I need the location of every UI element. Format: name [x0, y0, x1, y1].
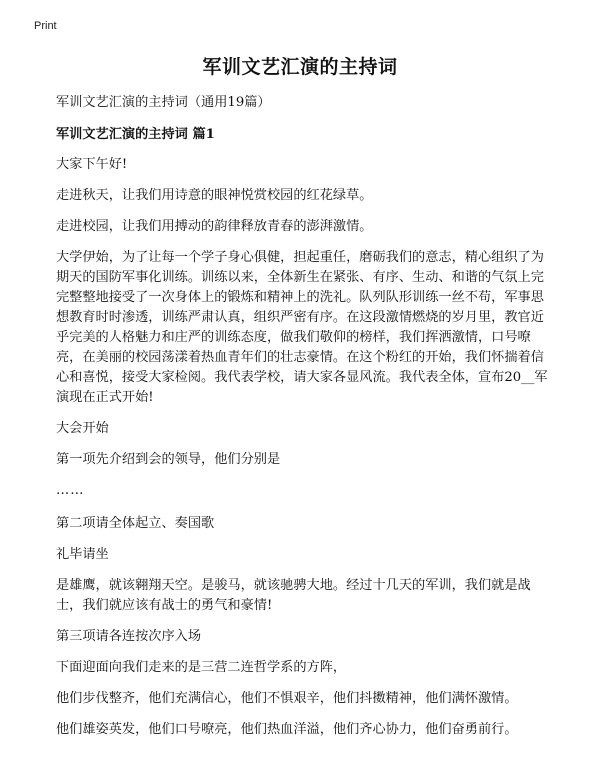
- paragraph-eagle: 是雄鹰，就该翱翔天空。是骏马，就该驰骋大地。经过十几天的军训，我们就是战士，我们就应该有战士的勇气和豪情!: [56, 578, 531, 613]
- print-label: Print: [34, 20, 57, 32]
- paragraph-meeting-start: 大会开始: [56, 421, 109, 436]
- document-body: [56, 93, 556, 751]
- paragraph-autumn: 走进秋天，让我们用诗意的眼神悦赏校园的红花绿草。: [56, 188, 373, 203]
- paragraph-item-three: 第三项请各连按次序入场: [56, 629, 202, 644]
- paragraph-item-two: 第二项请全体起立、奏国歌: [56, 516, 215, 531]
- paragraph-salute: 礼毕请坐: [56, 547, 109, 562]
- paragraph-opening-speech: 大学伊始，为了让每一个学子身心俱健，担起重任，磨砺我们的意志，精心组织了为期天的国防军事化训练。训练以来，全体新生在紧张、有序、生动、和谐的气氛上完完整整地接受了一次身体上的锻炼和精神上的洗礼。队列队形训练一丝不苟，军事思想教育时时渗透，训练严肃认真，组织严密有序。在这段激情燃烧的岁月里，教官近乎完美的人格魅力和庄严的训练态度，做我们敬仰的榜样，我们挥洒激情，口号嘹亮，在美丽的校园荡漾着热血青年们的壮志豪情。在这个粉红的开始，我们怀揣着信心和喜悦，接受大家检阅。我代表学校，请大家各显风流。我代表全体，宣布20__军演现在正式开始!: [56, 250, 548, 405]
- paragraph-item-one: 第一项先介绍到会的领导，他们分别是: [56, 452, 281, 467]
- paragraph-greeting: 大家下午好!: [56, 157, 128, 172]
- paragraph-spirit: 他们雄姿英发，他们口号嘹亮，他们热血洋溢，他们齐心协力，他们奋勇前行。: [56, 722, 518, 737]
- document-subtitle: 军训文艺汇演的主持词（通用19篇）: [56, 95, 271, 110]
- paragraph-formation: 下面迎面向我们走来的是三营二连哲学系的方阵，: [56, 660, 347, 675]
- paragraph-ellipsis: ……: [56, 483, 85, 498]
- paragraph-steps: 他们步伐整齐，他们充满信心，他们不惧艰辛，他们抖擞精神，他们满怀激情。: [56, 691, 518, 706]
- section-heading: 军训文艺汇演的主持词 篇1: [56, 127, 215, 142]
- paragraph-campus: 走进校园，让我们用搏动的韵律释放青春的澎湃激情。: [56, 219, 373, 234]
- document-title: 军训文艺汇演的主持词: [202, 56, 398, 78]
